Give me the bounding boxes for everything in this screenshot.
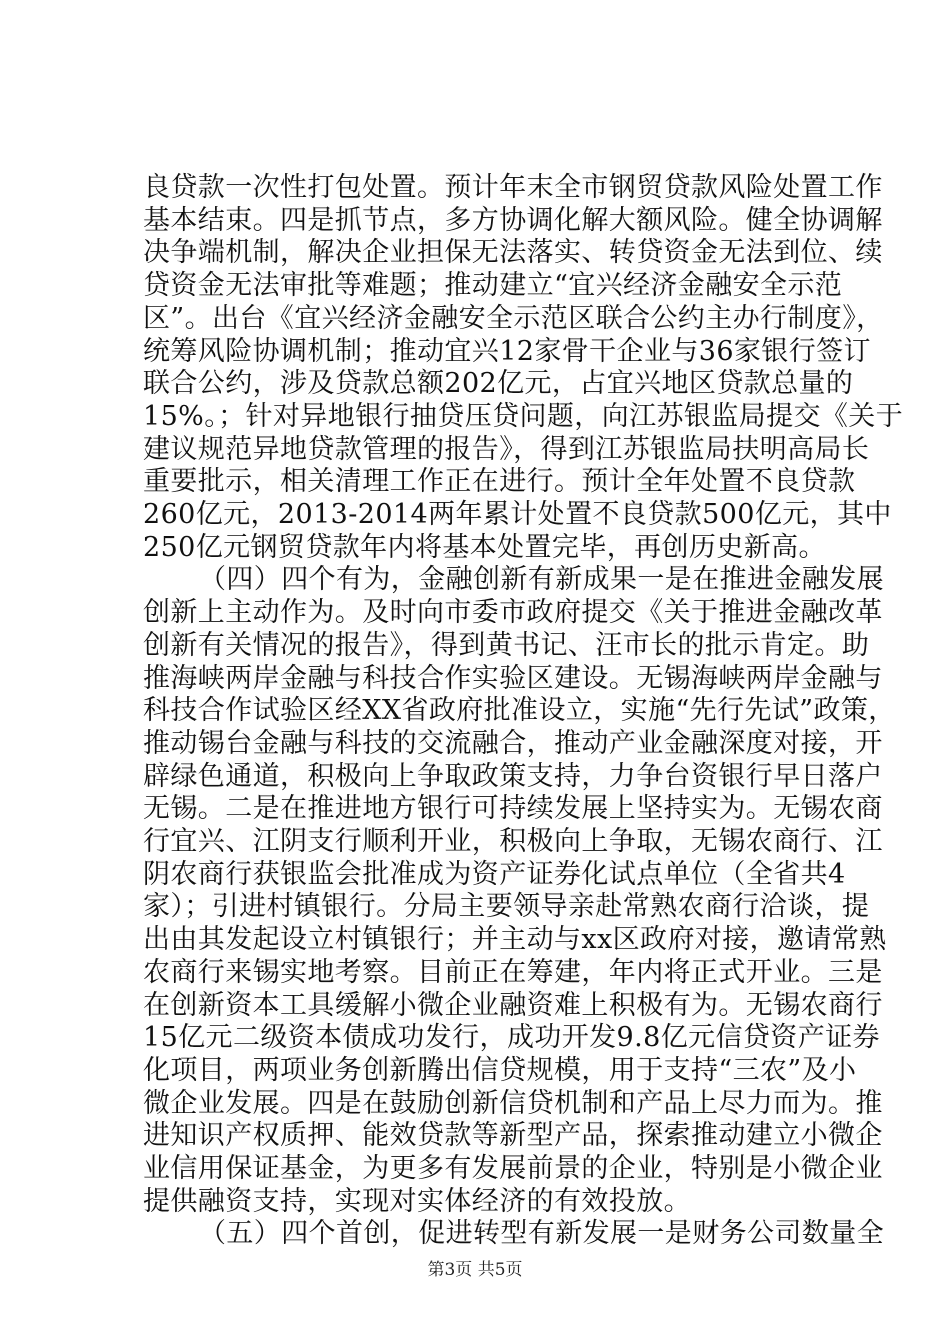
page-number: 第3页 xyxy=(427,1260,473,1280)
body-line-31: 业信用保证基金，为更多有发展前景的企业，特别是小微企业 xyxy=(143,1153,883,1184)
body-line-26: 在创新资本工具缓解小微企业融资难上积极有为。无锡农商行 xyxy=(143,989,883,1021)
body-line-29: 微企业发展。四是在鼓励创新信贷机制和产品上尽力而为。推 xyxy=(143,1087,883,1119)
body-line-5: 区”。出台《宜兴经济金融安全示范区联合公约主办行制度》， xyxy=(143,302,884,334)
body-line-15: 创新有关情况的报告》，得到黄书记、汪市长的批示肯定。助 xyxy=(143,629,870,661)
body-line-21: 行宜兴、江阴支行顺利开业，积极向上争取，无锡农商行、江 xyxy=(143,826,883,857)
body-line-24: 出由其发起设立村镇银行；并主动与xx区政府对接，邀请常熟 xyxy=(143,924,887,956)
section-heading-5: （五）四个首创，促进转型有新发展一是财务公司数量全 xyxy=(199,1218,884,1250)
page-footer xyxy=(0,1258,950,1282)
body-line-12: 250亿元钢贸贷款年内将基本处置完毕，再创历史新高。 xyxy=(143,531,826,563)
page-total: 共5页 xyxy=(477,1260,523,1280)
body-line-9: 建议规范异地贷款管理的报告》，得到江苏银监局扶明高局长 xyxy=(143,433,870,465)
body-line-25: 农商行来锡实地考察。目前正在筹建，年内将正式开业。三是 xyxy=(143,956,883,988)
body-line-1: 良贷款一次性打包处置。预计年末全市钢贸贷款风险处置工作 xyxy=(143,172,883,203)
body-line-11: 260亿元，2013-2014两年累计处置不良贷款500亿元，其中 xyxy=(143,499,892,530)
body-line-32: 提供融资支持，实现对实体经济的有效投放。 xyxy=(143,1185,691,1217)
body-line-28: 化项目，两项业务创新腾出信贷规模，用于支持“三农”及小 xyxy=(143,1054,857,1086)
section-heading-4: （四）四个有为，金融创新有新成果一是在推进金融发展 xyxy=(199,564,884,596)
body-line-18: 推动锡台金融与科技的交流融合，推动产业金融深度对接，开 xyxy=(143,727,883,759)
body-line-19: 辟绿色通道，积极向上争取政策支持，力争台资银行早日落户 xyxy=(143,760,883,792)
body-line-14: 创新上主动作为。及时向市委市政府提交《关于推进金融改革 xyxy=(143,597,883,629)
body-line-7: 联合公约，涉及贷款总额202亿元，占宜兴地区贷款总量的 xyxy=(143,368,854,400)
body-line-27: 15亿元二级资本债成功发行，成功开发9.8亿元信贷资产证券 xyxy=(143,1022,880,1054)
body-line-23: 家）；引进村镇银行。分局主要领导亲赴常熟农商行洽谈，提 xyxy=(143,891,870,923)
body-line-8: 15%。；针对异地银行抽贷压贷问题，向江苏银监局提交《关于 xyxy=(143,400,904,432)
body-line-3: 决争端机制，解决企业担保无法落实、转贷资金无法到位、续 xyxy=(143,237,883,269)
body-line-16: 推海峡两岸金融与科技合作实验区建设。无锡海峡两岸金融与 xyxy=(143,662,883,694)
body-line-30: 进知识产权质押、能效贷款等新型产品，探索推动建立小微企 xyxy=(143,1120,883,1152)
body-line-20: 无锡。二是在推进地方银行可持续发展上坚持实为。无锡农商 xyxy=(143,793,883,825)
body-line-4: 贷资金无法审批等难题；推动建立“宜兴经济金融安全示范 xyxy=(143,270,843,302)
body-line-22: 阴农商行获银监会批准成为资产证券化试点单位（全省共4 xyxy=(143,858,846,890)
body-line-2: 基本结束。四是抓节点，多方协调化解大额风险。健全协调解 xyxy=(143,204,883,236)
body-line-17: 科技合作试验区经XX省政府批准设立，实施“先行先试”政策， xyxy=(143,695,896,727)
body-line-10: 重要批示，相关清理工作正在进行。预计全年处置不良贷款 xyxy=(143,466,856,498)
body-line-6: 统筹风险协调机制；推动宜兴12家骨干企业与36家银行签订 xyxy=(143,335,871,367)
